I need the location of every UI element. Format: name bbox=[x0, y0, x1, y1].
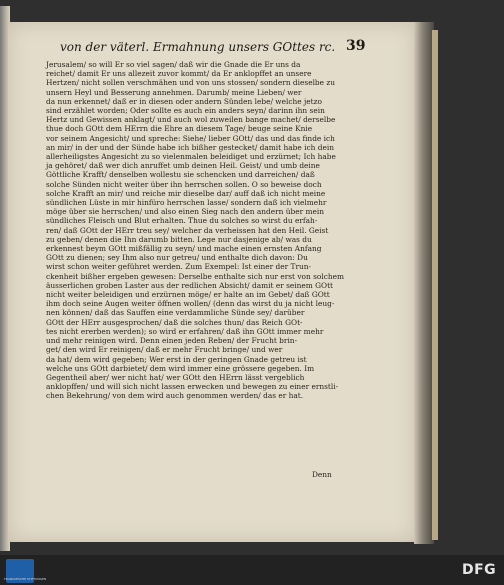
body-text bbox=[46, 60, 346, 401]
text-line: welche uns GOtt darbietet/ dem wird immer eine grössere gegeben. Im bbox=[46, 363, 315, 373]
text-line: äusserlichen groben Laster aus der redlichen Absicht/ damit er seinem GOtt bbox=[46, 280, 334, 290]
text-line: da nun erkennet/ daß er in diesen oder andern Sünden lebe/ welche jetzo bbox=[46, 96, 322, 106]
text-line: nen können/ daß das Sauffen eine verdammliche Sünde sey/ darüber bbox=[46, 308, 305, 318]
text-line: sind erzählet worden; Oder sollte es auch ein anders seyn/ darinn ihn sein bbox=[46, 106, 325, 116]
text-line: nicht weiter beleidigen und erzürnen möge/ er halte an im Gebet/ daß GOtt bbox=[46, 290, 330, 300]
text-line: sündlichen Lüste in mir hinfüro herrschen lasse/ sondern daß ich vielmehr bbox=[46, 198, 327, 208]
text-line: Göttliche Krafft/ denselben wollestu sie schencken und darreichen/ daß bbox=[46, 170, 315, 180]
catchword: Denn bbox=[312, 470, 332, 479]
text-line: zu geben/ denen die Ihn darumb bitten. Lege nur dasjenige ab/ was du bbox=[46, 234, 312, 244]
text-line: sündliches Fleisch und Blut erhalten. Thue du solches so wirst du erfah- bbox=[46, 216, 318, 226]
text-line: tes nicht ererben werden); so wird er erfahren/ daß ihn GOtt immer mehr bbox=[46, 326, 324, 336]
text-line: chen Bekehrung/ von dem wird auch genommen werden/ das er hat. bbox=[46, 391, 304, 401]
text-line: da hat/ dem wird gegeben; Wer erst in der geringen Gnade getreu ist bbox=[46, 354, 307, 364]
text-line: wirst schon weiter geführet werden. Zum Exempel: Ist einer der Trun- bbox=[46, 262, 312, 272]
text-line: Gegentheil aber/ wer nicht hat/ wer GOtt den HErrn lässt vergeblich bbox=[46, 372, 305, 382]
dfg-logo: DFG bbox=[462, 562, 497, 578]
text-line: allerheiligstes Angesicht zu so vielenmalen beleidiget und erzürnet; Ich habe bbox=[46, 152, 336, 162]
text-line: GOtt der HErr ausgesprochen/ daß die solches thun/ das Reich GOt- bbox=[46, 317, 303, 327]
text-line: anklopffen/ und will sich nicht lassen erwecken und bewegen zu einer ernstli- bbox=[46, 382, 339, 392]
running-head: von der väterl. Ermahnung unsers GOttes rc. bbox=[60, 40, 336, 54]
text-line: get/ den wird Er reinigen/ daß er mehr Frucht bringe/ und wer bbox=[46, 345, 283, 355]
right-page-edge bbox=[414, 22, 434, 544]
text-line: unsern Heyl und Besserung annehmen. Darumb/ meine Lieben/ wer bbox=[46, 87, 302, 97]
viewer-footer bbox=[0, 555, 504, 585]
text-line: ren/ daß GOtt der HErr treu sey/ welcher da verheissen hat den Heil. Geist bbox=[46, 225, 329, 235]
text-line: reichet/ damit Er uns allezeit zuvor kommt/ da Er anklopffet an unsere bbox=[46, 69, 312, 79]
text-line: erkennest beym GOtt mißfällig zu seyn/ und mache einen ernsten Anfang bbox=[46, 244, 322, 254]
text-line: vor seinem Angesicht/ und spreche: Siehe/ lieber GOtt/ das und das finde ich bbox=[46, 133, 335, 143]
text-line: Hertzen/ nicht sollen verschmähen und von uns stossen/ sondern dieselbe zu bbox=[46, 78, 336, 88]
text-line: ckenheit bißher ergeben gewesen: Derselbe enthalte sich nur erst von solchem bbox=[46, 271, 344, 281]
text-line: thue doch GOtt dem HErrn die Ehre an diesem Tage/ beuge seine Knie bbox=[46, 124, 313, 134]
text-line: Jerusalem/ so will Er so viel sagen/ daß wir die Gnade die Er uns da bbox=[46, 60, 301, 69]
text-line: GOtt zu dienen; sey Ihm also nur getreu/ und enthalte dich davon: Du bbox=[46, 253, 308, 263]
text-line: an mir/ in der und der Sünde habe ich bißher gestecket/ damit habe ich dein bbox=[46, 142, 334, 152]
text-line: ihm doch seine Augen weiter öffnen wollen/ (denn das wirst du ja nicht leug- bbox=[46, 299, 335, 309]
page-number: 39 bbox=[346, 38, 366, 54]
text-line: ja gehöret/ daß wer dich anruffet umb deinen Heil. Geist/ und umb deine bbox=[46, 161, 320, 171]
book-binding bbox=[432, 30, 438, 540]
text-line: möge über sie herrschen/ und also einen Sieg nach den andern über mein bbox=[46, 207, 325, 217]
institution-logo-text: FRANCKESCHE STIFTUNGEN bbox=[4, 577, 47, 581]
text-line: solche Krafft an mir/ und reiche mir dieselbe dar/ auff daß ich nicht meine bbox=[46, 188, 326, 198]
text-line: und mehr reinigen wird. Denn einen jeden Reben/ der Frucht brin- bbox=[46, 336, 298, 346]
text-line: solche Sünden nicht weiter über ihn herrschen sollen. O so beweise doch bbox=[46, 179, 322, 189]
text-line: Hertz und Gewissen anklagt/ und auch wol zuweilen bange machet/ derselbe bbox=[46, 115, 336, 125]
